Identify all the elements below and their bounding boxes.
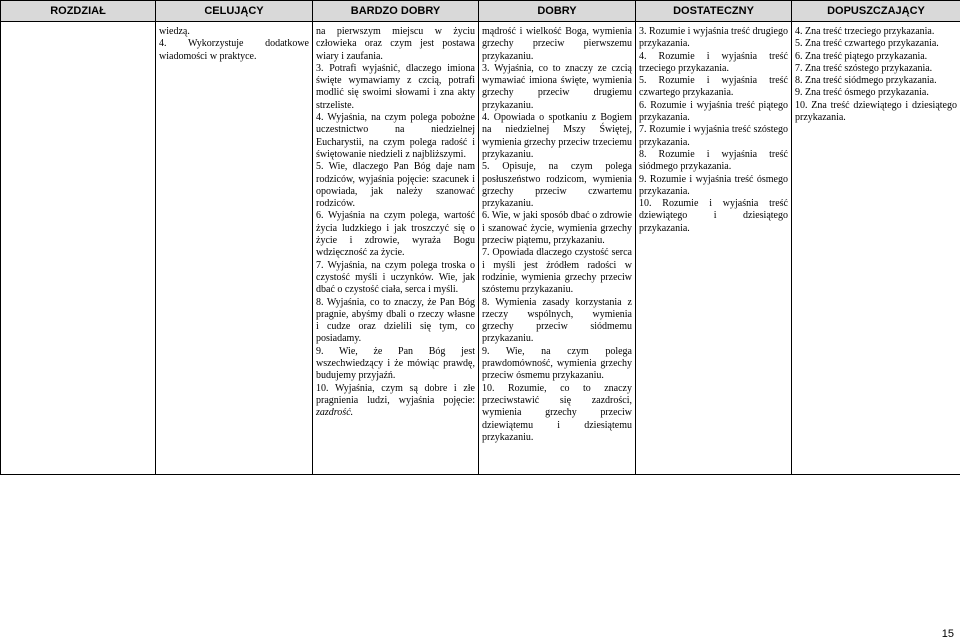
list-item: 5. Wie, dlaczego Pan Bóg daje nam rodziców, wyjaśnia pojęcie: szacunek i opowiada, jak należy szanować rodziców. [316, 161, 475, 210]
term-zazdrosc: zazdrość. [316, 407, 354, 419]
list-item: 4. Opowiada o spotkaniu z Bogiem na niedzielnej Mszy Świętej, wymienia grzechy przeciw trzeciemu przykazaniu. [482, 112, 632, 160]
list-item: 7. Zna treść szóstego przykazania. [795, 62, 933, 74]
header-row [1, 1, 960, 22]
cell-dopuszczajacy [792, 22, 960, 475]
list-item: 4. Wykorzystuje dodatkowe wiadomości w praktyce. [159, 38, 309, 62]
list-item: 8. Rozumie i wyjaśnia treść siódmego przykazania. [639, 148, 788, 173]
header-dopuszczajacy: DOPUSZCZAJĄCY [792, 1, 960, 22]
list-item: na pierwszym miejscu w życiu człowieka oraz czym jest postawa wiary i zaufania. [316, 26, 475, 62]
cell-celujacy [156, 22, 313, 475]
list-item: 8. Wyjaśnia, co to znaczy, że Pan Bóg pragnie, abyśmy dbali o rzeczy własne i cudze oraz dzielili się tym, co posiadamy. [316, 296, 475, 345]
list-item: 7. Opowiada dlaczego czystość serca i myśli jest źródłem radości w rodzinie, wymienia grzechy przeciw szóstemu przykazaniu. [482, 247, 632, 296]
list-item: 8. Zna treść siódmego przykazania. [795, 75, 937, 87]
header-rozdzial: ROZDZIAŁ [1, 1, 156, 22]
list-item: 4. Wyjaśnia, na czym polega pobożne uczestnictwo na niedzielnej Eucharystii, na czym polega radość i świętowanie niedzieli z najbliższymi. [316, 112, 475, 160]
header-dostateczny: DOSTATECZNY [636, 1, 792, 22]
list-item: 10. Rozumie, co to znaczy przeciwstawić się zazdrości, wymienia grzechy przeciw dziewiątemu i dziesiątemu przykazaniu. [482, 382, 632, 443]
list-item: 9. Rozumie i wyjaśnia treść ósmego przykazania. [639, 173, 788, 197]
list-item: 6. Zna treść piątego przykazania. [795, 50, 928, 62]
list-item: 3. Potrafi wyjaśnić, dlaczego imiona święte wymawiamy z czcią, potrafi modlić się swoimi słowami i zna akty strzeliste. [316, 62, 475, 111]
list-item: 5. Rozumie i wyjaśnia treść czwartego przykazania. [639, 75, 788, 99]
list-item: 6. Wie, w jaki sposób dbać o zdrowie i szanować życie, wymienia grzechy przeciw piątemu, przykazaniu. [482, 210, 632, 247]
list-item: 3. Wyjaśnia, co to znaczy ze czcią wymawiać imiona święte, wymienia grzechy przeciw drugiemu przykazaniu. [482, 62, 632, 111]
cell-dostateczny [636, 22, 792, 475]
list-item: 6. Rozumie i wyjaśnia treść piątego przykazania. [639, 99, 788, 124]
cell-rozdzial [1, 22, 156, 475]
list-item: 5. Zna treść czwartego przykazania. [795, 38, 939, 50]
list-item-text: 10. Wyjaśnia, czym są dobre i złe pragnienia ludzi, wyjaśnia pojęcie: [316, 382, 475, 406]
list-item: 7. Wyjaśnia, na czym polega troska o czystość myśli i uczynków. Wie, jak dbać o czystość ciała, serca i myśli. [316, 259, 475, 296]
list-item: 8. Wymienia zasady korzystania z rzeczy wspólnych, wymienia grzechy przeciw siódmemu przykazaniu. [482, 296, 632, 345]
list-item: 5. Opisuje, na czym polega posłuszeństwo rodzicom, wymienia grzechy przeciw czwartemu przykazaniu. [482, 161, 632, 210]
header-celujacy: CELUJĄCY [156, 1, 313, 22]
list-item: 7. Rozumie i wyjaśnia treść szóstego przykazania. [639, 124, 788, 148]
list-item: 6. Wyjaśnia na czym polega, wartość życia ludzkiego i jak troszczyć się o życie i zdrowie, wyraża Bogu wdzięczność za życie. [316, 210, 475, 259]
list-item: 10. Zna treść dziewiątego i dziesiątego przykazania. [795, 99, 957, 124]
list-item: 10. Rozumie i wyjaśnia treść dziewiątego i dziesiątego przykazania. [639, 198, 788, 234]
content-row [1, 22, 960, 475]
list-item: 9. Zna treść ósmego przykazania. [795, 87, 929, 99]
list-item: 9. Wie, że Pan Bóg jest wszechwiedzący i że mówiąc prawdę, budujemy przyjaźń. [316, 345, 475, 382]
list-item: 3. Rozumie i wyjaśnia treść drugiego przykazania. [639, 26, 788, 50]
list-item: 4. Rozumie i wyjaśnia treść trzeciego przykazania. [639, 50, 788, 74]
list-item: 9. Wie, na czym polega prawdomówność, wymienia grzechy przeciw ósmemu przykazaniu. [482, 345, 632, 382]
cell-bardzo-dobry [313, 22, 479, 475]
header-bardzo-dobry: BARDZO DOBRY [313, 1, 479, 22]
page-number: 15 [941, 628, 954, 640]
list-item [316, 383, 475, 420]
cell-dobry [479, 22, 636, 475]
header-dobry: DOBRY [479, 1, 636, 22]
list-item: mądrość i wielkość Boga, wymienia grzechy przeciw pierwszemu przykazaniu. [482, 26, 632, 62]
list-item: 4. Zna treść trzeciego przykazania. [795, 26, 935, 37]
list-item: wiedzą. [159, 26, 190, 37]
